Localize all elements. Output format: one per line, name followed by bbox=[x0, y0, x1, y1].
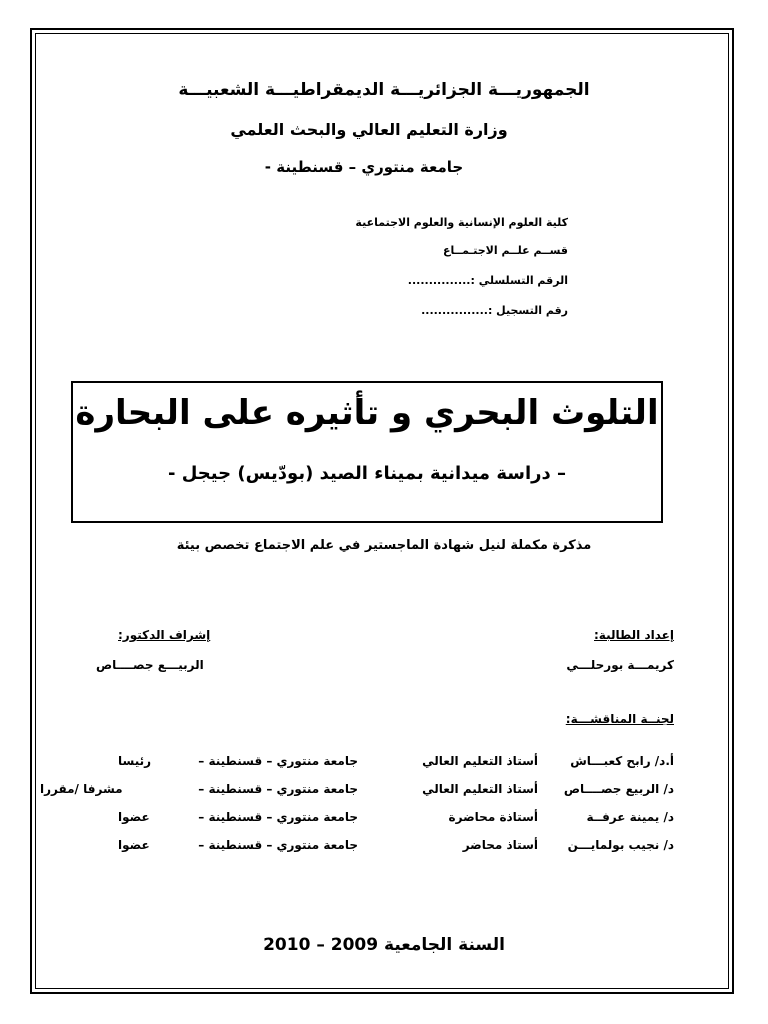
member-university: جامعة منتوري – قسنطينة – bbox=[198, 782, 358, 796]
member-role: عضوا bbox=[118, 838, 150, 852]
registration-number-line: رقم التسجيل :................ bbox=[421, 304, 568, 317]
memoire-description: مذكرة مكملة لنيل شهادة الماجستير في علم الاجتماع تخصص بيئة bbox=[176, 538, 592, 553]
republic-heading: الجمهوريـــة الجزائريـــة الديمقراطيـــة الشعبيـــة bbox=[178, 80, 590, 100]
member-rank: أستاذ التعليم العالي bbox=[422, 754, 538, 768]
thesis-subtitle: – دراسة ميدانية بميناء الصيد (بودّيس) جيجل - bbox=[168, 463, 566, 484]
member-name: د/ نجيب بولمايـــن bbox=[567, 838, 674, 852]
supervisor-label: إشراف الدكتور: bbox=[118, 628, 211, 642]
member-rank: أستاذة محاضرة bbox=[448, 810, 538, 824]
department-line: قســم علــم الاجتـمــاع bbox=[442, 244, 568, 257]
ministry-heading: وزارة التعليم العالي والبحث العلمي bbox=[230, 120, 508, 139]
student-name: كريمـــة بورحلـــي bbox=[566, 658, 674, 672]
member-rank: أستاذ التعليم العالي bbox=[422, 782, 538, 796]
member-name: د/ الربيع جصــــاص bbox=[563, 782, 674, 796]
faculty-line: كلية العلوم الإنسانية والعلوم الاجتماعية bbox=[355, 216, 568, 229]
title-box bbox=[71, 381, 663, 523]
member-name: د/ يمينة عرفــة bbox=[586, 810, 674, 824]
member-rank: أستاذ محاضر bbox=[462, 838, 538, 852]
thesis-title: التلوث البحري و تأثيره على البحارة bbox=[75, 393, 659, 433]
member-university: جامعة منتوري – قسنطينة – bbox=[198, 754, 358, 768]
university-heading: جامعة منتوري – قسنطينة - bbox=[264, 158, 464, 176]
member-role: عضوا bbox=[118, 810, 150, 824]
serial-number-line: الرقم التسلسلي :............... bbox=[407, 274, 568, 287]
academic-year: السنة الجامعية 2009 – 2010 bbox=[263, 935, 505, 955]
member-role: رئيسا bbox=[118, 754, 152, 768]
member-university: جامعة منتوري – قسنطينة – bbox=[198, 838, 358, 852]
member-university: جامعة منتوري – قسنطينة – bbox=[198, 810, 358, 824]
member-name: أ.د/ رابح كعبـــاش bbox=[570, 754, 674, 768]
committee-label: لجنــة المناقشـــة: bbox=[565, 712, 674, 726]
supervisor-name: الربيـــع جصــــاص bbox=[96, 658, 204, 672]
student-label: إعداد الطالبة: bbox=[594, 628, 674, 642]
member-role: مشرفا /مقررا bbox=[40, 782, 123, 796]
